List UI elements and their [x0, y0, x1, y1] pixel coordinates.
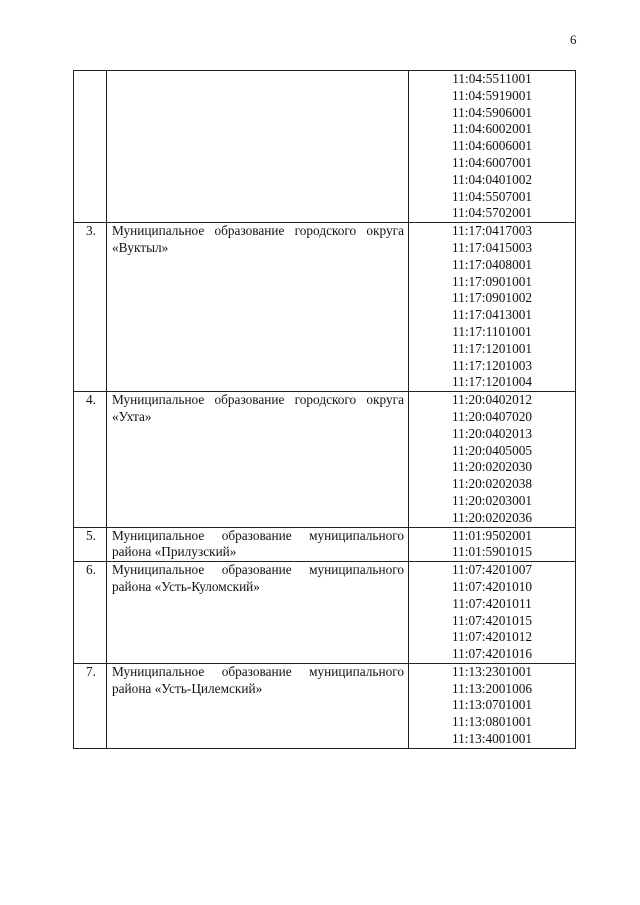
table-row [74, 562, 576, 664]
cadastral-code: 11:13:0701001 [451, 697, 533, 713]
cadastral-code: 11:20:0402013 [451, 425, 533, 441]
table-row [74, 527, 576, 562]
cadastral-code: 11:04:6007001 [451, 154, 533, 170]
cadastral-code: 11:20:0402012 [451, 392, 533, 408]
row-number: 6. [74, 562, 107, 664]
cadastral-code: 11:17:1201001 [451, 340, 533, 356]
cadastral-code: 11:04:5507001 [451, 188, 533, 204]
table-row [74, 223, 576, 392]
municipality-cell [107, 527, 409, 562]
cadastral-code: 11:20:0202030 [451, 459, 533, 475]
municipality-cell [107, 71, 409, 223]
cadastral-code: 11:17:0415003 [451, 239, 533, 255]
cadastral-code: 11:07:4201010 [451, 578, 533, 594]
cadastral-table [73, 70, 576, 749]
cadastral-code: 11:17:0417003 [451, 223, 533, 239]
cadastral-code: 11:17:1101001 [452, 323, 532, 339]
cadastral-code: 11:13:2001006 [451, 680, 533, 696]
cadastral-code: 11:20:0405005 [451, 442, 533, 458]
cadastral-code: 11:04:6002001 [451, 121, 533, 137]
table-row [74, 392, 576, 527]
page-number: 6 [570, 32, 577, 47]
cadastral-code: 11:04:0401002 [451, 171, 533, 187]
cadastral-code: 11:20:0202036 [451, 509, 533, 525]
municipality-name: Муниципальное образование муниципального района «Усть-Куломский» [112, 562, 404, 594]
cadastral-code: 11:20:0202038 [451, 476, 533, 492]
municipality-cell [107, 562, 409, 664]
cadastral-code: 11:17:0413001 [451, 307, 533, 323]
cadastral-code: 11:04:5702001 [451, 205, 533, 221]
municipality-name: Муниципальное образование муниципального района «Прилузский» [112, 527, 404, 560]
cadastral-code: 11:20:0407020 [451, 408, 533, 424]
cadastral-codes-cell [409, 562, 576, 664]
cadastral-codes-cell [409, 223, 576, 392]
cadastral-code: 11:07:4201016 [451, 646, 533, 662]
cadastral-code: 11:17:1201004 [451, 374, 533, 390]
cadastral-code: 11:04:5906001 [451, 104, 533, 120]
cadastral-code: 11:17:1201003 [451, 357, 533, 373]
cadastral-codes-cell [409, 663, 576, 748]
cadastral-code: 11:07:4201012 [451, 629, 533, 645]
row-number: 3. [74, 223, 107, 392]
cadastral-codes-cell [409, 392, 576, 527]
table-row [74, 71, 576, 223]
cadastral-code: 11:04:6006001 [451, 138, 533, 154]
cadastral-codes-cell [409, 527, 576, 562]
row-number: 5. [74, 527, 107, 562]
cadastral-code: 11:04:5511001 [452, 71, 532, 86]
cadastral-code: 11:07:4201007 [451, 562, 533, 578]
cadastral-codes-cell [409, 71, 576, 223]
row-number [74, 71, 107, 223]
row-number: 4. [74, 392, 107, 527]
cadastral-code: 11:17:0901001 [451, 273, 533, 289]
municipality-name: Муниципальное образование муниципального района «Усть-Цилемский» [112, 663, 404, 696]
municipality-cell [107, 392, 409, 527]
cadastral-code: 11:07:4201011 [452, 595, 532, 611]
cadastral-code: 11:13:4001001 [451, 731, 533, 747]
table-body [74, 71, 576, 749]
cadastral-code: 11:20:0203001 [451, 492, 533, 508]
cadastral-code: 11:13:0801001 [451, 714, 533, 730]
cadastral-code: 11:17:0408001 [451, 256, 533, 272]
municipality-name: Муниципальное образование городского округа «Вуктыл» [112, 223, 404, 255]
cadastral-code: 11:07:4201015 [451, 612, 533, 628]
cadastral-code: 11:17:0901002 [451, 290, 533, 306]
municipality-cell [107, 223, 409, 392]
municipality-name: Муниципальное образование городского округа «Ухта» [112, 392, 404, 424]
table-row [74, 663, 576, 748]
cadastral-code: 11:01:5901015 [451, 544, 533, 560]
row-number: 7. [74, 663, 107, 748]
cadastral-code: 11:04:5919001 [451, 87, 533, 103]
cadastral-code: 11:01:9502001 [451, 527, 533, 543]
municipality-cell [107, 663, 409, 748]
cadastral-code: 11:13:2301001 [451, 663, 533, 679]
